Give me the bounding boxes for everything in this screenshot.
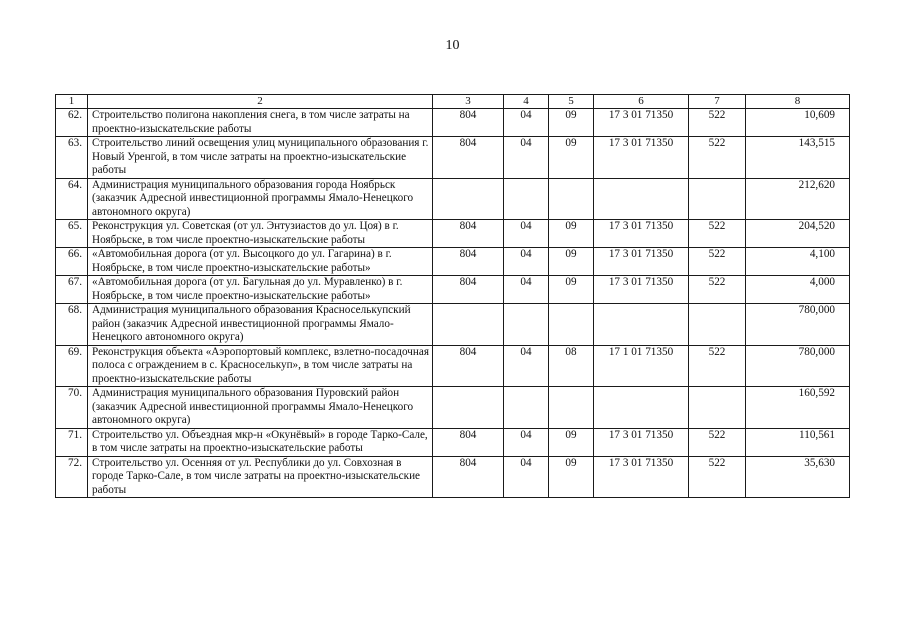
amount: 4,000 — [746, 276, 850, 304]
row-number: 72. — [56, 456, 88, 498]
code-section: 04 — [504, 428, 549, 456]
table-row — [56, 428, 850, 456]
code-expense-type — [689, 304, 746, 346]
budget-table — [55, 94, 850, 498]
table-row — [56, 248, 850, 276]
code-expense-type: 522 — [689, 456, 746, 498]
row-number: 66. — [56, 248, 88, 276]
item-name: Реконструкция ул. Советская (от ул. Энтузиастов до ул. Цоя) в г. Ноябрьске, в том числе проектно-изыскательские работы — [88, 220, 433, 248]
code-ministry — [433, 178, 504, 220]
code-subsection: 09 — [549, 428, 594, 456]
code-ministry — [433, 387, 504, 429]
code-ministry: 804 — [433, 109, 504, 137]
column-header: 5 — [549, 95, 594, 109]
code-ministry: 804 — [433, 345, 504, 387]
code-target-article — [594, 178, 689, 220]
code-subsection: 09 — [549, 276, 594, 304]
amount: 780,000 — [746, 345, 850, 387]
column-header: 8 — [746, 95, 850, 109]
item-name: Администрация муниципального образования города Ноябрьск (заказчик Адресной инвестиционной программы Ямало-Ненецкого автономного округа) — [88, 178, 433, 220]
item-name: Строительство полигона накопления снега, в том числе затраты на проектно-изыскательские работы — [88, 109, 433, 137]
code-section: 04 — [504, 248, 549, 276]
code-section: 04 — [504, 345, 549, 387]
table-row — [56, 387, 850, 429]
code-target-article: 17 3 01 71350 — [594, 109, 689, 137]
code-expense-type: 522 — [689, 109, 746, 137]
item-name: Реконструкция объекта «Аэропортовый комплекс, взлетно-посадочная полоса с ограждением в с. Красноселькуп», в том числе затраты на проектно-изыскательские работы — [88, 345, 433, 387]
table-row — [56, 304, 850, 346]
code-ministry — [433, 304, 504, 346]
code-expense-type: 522 — [689, 248, 746, 276]
code-target-article: 17 3 01 71350 — [594, 137, 689, 179]
row-number: 62. — [56, 109, 88, 137]
amount: 204,520 — [746, 220, 850, 248]
code-subsection — [549, 178, 594, 220]
code-expense-type — [689, 178, 746, 220]
row-number: 68. — [56, 304, 88, 346]
code-target-article: 17 3 01 71350 — [594, 248, 689, 276]
amount: 143,515 — [746, 137, 850, 179]
code-target-article: 17 3 01 71350 — [594, 276, 689, 304]
item-name: Строительство ул. Объездная мкр-н «Окунёвый» в городе Тарко-Сале, в том числе затраты на проектно-изыскательские работы — [88, 428, 433, 456]
item-name: «Автомобильная дорога (от ул. Багульная до ул. Муравленко) в г. Ноябрьске, в том числе проектно-изыскательские работы» — [88, 276, 433, 304]
code-subsection: 09 — [549, 248, 594, 276]
column-header: 1 — [56, 95, 88, 109]
table-row — [56, 456, 850, 498]
row-number: 71. — [56, 428, 88, 456]
item-name: Строительство линий освещения улиц муниципального образования г. Новый Уренгой, в том числе затраты на проектно-изыскательские работы — [88, 137, 433, 179]
code-ministry: 804 — [433, 248, 504, 276]
table-row — [56, 276, 850, 304]
item-name: Строительство ул. Осенняя от ул. Республики до ул. Совхозная в городе Тарко-Сале, в том числе затраты на проектно-изыскательские работы — [88, 456, 433, 498]
code-ministry: 804 — [433, 220, 504, 248]
table-row — [56, 109, 850, 137]
code-expense-type: 522 — [689, 137, 746, 179]
item-name: Администрация муниципального образования Пуровский район (заказчик Адресной инвестиционной программы Ямало-Ненецкого автономного округа) — [88, 387, 433, 429]
code-expense-type: 522 — [689, 276, 746, 304]
code-section: 04 — [504, 456, 549, 498]
code-subsection — [549, 387, 594, 429]
code-target-article: 17 1 01 71350 — [594, 345, 689, 387]
code-expense-type — [689, 387, 746, 429]
code-ministry: 804 — [433, 428, 504, 456]
code-target-article: 17 3 01 71350 — [594, 220, 689, 248]
table-row — [56, 345, 850, 387]
code-ministry: 804 — [433, 276, 504, 304]
code-section: 04 — [504, 109, 549, 137]
amount: 160,592 — [746, 387, 850, 429]
code-section — [504, 178, 549, 220]
code-expense-type: 522 — [689, 345, 746, 387]
page-number: 10 — [445, 38, 460, 53]
table-row — [56, 178, 850, 220]
amount: 10,609 — [746, 109, 850, 137]
code-target-article: 17 3 01 71350 — [594, 456, 689, 498]
code-subsection: 08 — [549, 345, 594, 387]
row-number: 70. — [56, 387, 88, 429]
amount: 4,100 — [746, 248, 850, 276]
code-section: 04 — [504, 276, 549, 304]
code-section: 04 — [504, 137, 549, 179]
table-row — [56, 220, 850, 248]
row-number: 69. — [56, 345, 88, 387]
item-name: «Автомобильная дорога (от ул. Высоцкого до ул. Гагарина) в г. Ноябрьске, в том числе проектно-изыскательские работы» — [88, 248, 433, 276]
code-subsection: 09 — [549, 220, 594, 248]
code-subsection — [549, 304, 594, 346]
code-subsection: 09 — [549, 109, 594, 137]
code-target-article — [594, 304, 689, 346]
amount: 35,630 — [746, 456, 850, 498]
column-header: 3 — [433, 95, 504, 109]
table-row — [56, 137, 850, 179]
code-expense-type: 522 — [689, 220, 746, 248]
row-number: 67. — [56, 276, 88, 304]
code-section — [504, 304, 549, 346]
code-subsection: 09 — [549, 456, 594, 498]
amount: 780,000 — [746, 304, 850, 346]
code-section — [504, 387, 549, 429]
table-header-row — [56, 95, 850, 109]
code-ministry: 804 — [433, 137, 504, 179]
code-section: 04 — [504, 220, 549, 248]
row-number: 64. — [56, 178, 88, 220]
code-ministry: 804 — [433, 456, 504, 498]
column-header: 2 — [88, 95, 433, 109]
column-header: 6 — [594, 95, 689, 109]
row-number: 63. — [56, 137, 88, 179]
amount: 212,620 — [746, 178, 850, 220]
code-expense-type: 522 — [689, 428, 746, 456]
row-number: 65. — [56, 220, 88, 248]
item-name: Администрация муниципального образования Красноселькупский район (заказчик Адресной инвестиционной программы Ямало-Ненецкого автономного округа) — [88, 304, 433, 346]
column-header: 4 — [504, 95, 549, 109]
code-target-article — [594, 387, 689, 429]
column-header: 7 — [689, 95, 746, 109]
code-subsection: 09 — [549, 137, 594, 179]
code-target-article: 17 3 01 71350 — [594, 428, 689, 456]
amount: 110,561 — [746, 428, 850, 456]
